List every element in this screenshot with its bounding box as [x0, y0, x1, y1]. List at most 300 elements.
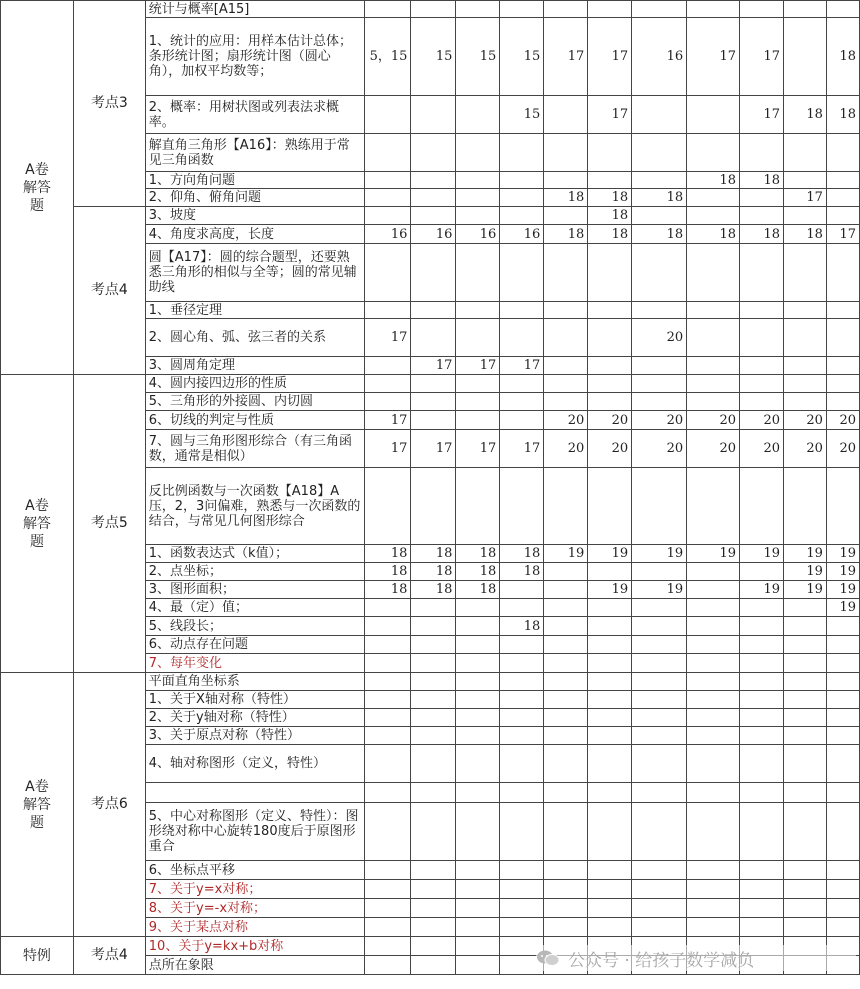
- value-cell: [365, 956, 411, 975]
- value-cell: [411, 691, 456, 709]
- value-cell: 17: [687, 18, 740, 96]
- value-cell: [456, 937, 500, 956]
- value-cell: [544, 636, 588, 654]
- value-cell: [456, 956, 500, 975]
- value-cell: [740, 803, 784, 861]
- value-cell: [365, 134, 411, 172]
- value-cell: [456, 899, 500, 918]
- value-cell: [544, 727, 588, 745]
- value-cell: 17: [500, 430, 544, 468]
- value-cell: [632, 375, 687, 393]
- value-cell: [411, 918, 456, 937]
- value-cell: [456, 636, 500, 654]
- topic-cell: 6、切线的判定与性质: [145, 411, 365, 430]
- topic-cell: 3、圆周角定理: [145, 357, 365, 375]
- value-cell: [588, 709, 632, 727]
- value-cell: [740, 207, 784, 225]
- value-cell: [632, 563, 687, 581]
- section-label: A卷 解答 题: [1, 673, 74, 937]
- value-cell: [826, 244, 859, 302]
- value-cell: [456, 861, 500, 880]
- value-cell: [687, 654, 740, 673]
- value-cell: [826, 709, 859, 727]
- value-cell: 19: [588, 581, 632, 599]
- value-cell: [500, 1, 544, 18]
- value-cell: [687, 468, 740, 545]
- value-cell: [784, 375, 827, 393]
- topic-cell: 3、关于原点对称（特性）: [145, 727, 365, 745]
- value-cell: [687, 563, 740, 581]
- value-cell: 15: [500, 18, 544, 96]
- topic-cell: 1、方向角问题: [145, 172, 365, 189]
- value-cell: [784, 880, 827, 899]
- value-cell: 18: [500, 617, 544, 636]
- value-cell: [632, 918, 687, 937]
- value-cell: [365, 709, 411, 727]
- topic-cell: 6、动点存在问题: [145, 636, 365, 654]
- value-cell: [411, 302, 456, 319]
- value-cell: [740, 393, 784, 411]
- value-cell: 20: [687, 411, 740, 430]
- value-cell: [544, 899, 588, 918]
- value-cell: [456, 691, 500, 709]
- value-cell: [411, 899, 456, 918]
- value-cell: [544, 581, 588, 599]
- value-cell: [826, 918, 859, 937]
- value-cell: [588, 319, 632, 357]
- topic-cell: 8、关于y=-x对称；: [145, 899, 365, 918]
- value-cell: [784, 783, 827, 803]
- value-cell: [588, 134, 632, 172]
- value-cell: [500, 375, 544, 393]
- value-cell: 18: [826, 96, 859, 134]
- value-cell: [784, 319, 827, 357]
- value-cell: [826, 654, 859, 673]
- topic-cell: 反比例函数与一次函数【A18】A压，2，3问偏难，熟悉与一次函数的结合，与常见几何图形综合: [145, 468, 365, 545]
- value-cell: [687, 691, 740, 709]
- value-cell: [826, 727, 859, 745]
- value-cell: [456, 244, 500, 302]
- value-cell: [784, 636, 827, 654]
- value-cell: [687, 96, 740, 134]
- value-cell: [411, 727, 456, 745]
- value-cell: [740, 673, 784, 691]
- value-cell: [826, 357, 859, 375]
- value-cell: [411, 654, 456, 673]
- value-cell: 19: [784, 581, 827, 599]
- value-cell: [687, 861, 740, 880]
- value-cell: [826, 189, 859, 207]
- value-cell: [500, 803, 544, 861]
- value-cell: 19: [784, 545, 827, 563]
- section-label: 特例: [1, 937, 74, 975]
- value-cell: [544, 861, 588, 880]
- value-cell: 19: [826, 599, 859, 617]
- value-cell: 17: [500, 357, 544, 375]
- value-cell: 16: [500, 225, 544, 244]
- value-cell: [632, 709, 687, 727]
- table-row: [1, 375, 860, 393]
- value-cell: 18: [411, 563, 456, 581]
- value-cell: [365, 636, 411, 654]
- topic-cell: 7、每年变化: [145, 654, 365, 673]
- value-cell: [456, 783, 500, 803]
- kaodian-label: 考点5: [73, 375, 145, 673]
- value-cell: [500, 302, 544, 319]
- value-cell: [588, 393, 632, 411]
- value-cell: [826, 636, 859, 654]
- section-label: A卷 解答 题: [1, 375, 74, 673]
- value-cell: [632, 654, 687, 673]
- value-cell: 17: [456, 430, 500, 468]
- value-cell: [632, 783, 687, 803]
- value-cell: [500, 189, 544, 207]
- value-cell: 16: [365, 225, 411, 244]
- value-cell: [411, 319, 456, 357]
- value-cell: [784, 244, 827, 302]
- value-cell: [365, 880, 411, 899]
- value-cell: 19: [826, 563, 859, 581]
- value-cell: [687, 783, 740, 803]
- value-cell: [456, 709, 500, 727]
- value-cell: 18: [740, 225, 784, 244]
- topic-cell: 2、关于y轴对称（特性）: [145, 709, 365, 727]
- value-cell: [632, 636, 687, 654]
- value-cell: [500, 599, 544, 617]
- value-cell: [500, 709, 544, 727]
- value-cell: [632, 393, 687, 411]
- section-label: A卷 解答 题: [1, 1, 74, 375]
- value-cell: [500, 244, 544, 302]
- value-cell: [456, 727, 500, 745]
- value-cell: [784, 861, 827, 880]
- value-cell: [500, 411, 544, 430]
- value-cell: 19: [740, 545, 784, 563]
- topic-cell: 点所在象限: [145, 956, 365, 975]
- value-cell: [500, 468, 544, 545]
- topic-cell: 解直角三角形【A16】：熟练用于常见三角函数: [145, 134, 365, 172]
- value-cell: [784, 302, 827, 319]
- value-cell: [411, 636, 456, 654]
- value-cell: [588, 617, 632, 636]
- value-cell: [500, 918, 544, 937]
- value-cell: [500, 134, 544, 172]
- value-cell: [632, 244, 687, 302]
- value-cell: [632, 357, 687, 375]
- value-cell: [456, 673, 500, 691]
- value-cell: [544, 302, 588, 319]
- value-cell: [365, 937, 411, 956]
- value-cell: [687, 709, 740, 727]
- value-cell: [826, 783, 859, 803]
- value-cell: [687, 581, 740, 599]
- value-cell: 17: [365, 430, 411, 468]
- value-cell: [687, 745, 740, 783]
- value-cell: [456, 411, 500, 430]
- value-cell: [588, 468, 632, 545]
- value-cell: 18: [784, 96, 827, 134]
- value-cell: [365, 207, 411, 225]
- value-cell: 20: [544, 430, 588, 468]
- value-cell: [784, 803, 827, 861]
- topic-cell: 统计与概率[A15]: [145, 1, 365, 18]
- value-cell: [365, 244, 411, 302]
- value-cell: [456, 654, 500, 673]
- value-cell: 18: [826, 18, 859, 96]
- value-cell: [544, 709, 588, 727]
- value-cell: [740, 727, 784, 745]
- value-cell: 20: [784, 430, 827, 468]
- value-cell: [740, 134, 784, 172]
- value-cell: [687, 375, 740, 393]
- value-cell: [632, 468, 687, 545]
- value-cell: [687, 189, 740, 207]
- value-cell: [740, 861, 784, 880]
- value-cell: [411, 745, 456, 783]
- value-cell: [365, 189, 411, 207]
- value-cell: [784, 691, 827, 709]
- value-cell: [826, 861, 859, 880]
- value-cell: [740, 636, 784, 654]
- value-cell: [500, 745, 544, 783]
- value-cell: [687, 599, 740, 617]
- topic-cell: 5、线段长；: [145, 617, 365, 636]
- value-cell: 18: [784, 225, 827, 244]
- value-cell: [365, 803, 411, 861]
- value-cell: 18: [588, 207, 632, 225]
- value-cell: [544, 134, 588, 172]
- value-cell: 20: [826, 430, 859, 468]
- value-cell: [456, 1, 500, 18]
- value-cell: [632, 599, 687, 617]
- value-cell: [784, 172, 827, 189]
- value-cell: [740, 617, 784, 636]
- value-cell: [544, 468, 588, 545]
- topic-cell: 10、关于y=kx+b对称: [145, 937, 365, 956]
- value-cell: [544, 319, 588, 357]
- value-cell: [632, 880, 687, 899]
- kaodian-label: 考点3: [73, 1, 145, 207]
- value-cell: [740, 918, 784, 937]
- value-cell: [411, 134, 456, 172]
- value-cell: [826, 1, 859, 18]
- value-cell: [687, 899, 740, 918]
- value-cell: [411, 244, 456, 302]
- topic-cell: 7、圆与三角形图形综合（有三角函数，通常是相似）: [145, 430, 365, 468]
- value-cell: [411, 411, 456, 430]
- value-cell: [826, 803, 859, 861]
- value-cell: [687, 636, 740, 654]
- value-cell: [500, 207, 544, 225]
- value-cell: 18: [365, 581, 411, 599]
- value-cell: [500, 691, 544, 709]
- value-cell: [365, 375, 411, 393]
- value-cell: [740, 880, 784, 899]
- kaodian-label: 考点6: [73, 673, 145, 937]
- value-cell: [687, 803, 740, 861]
- value-cell: [544, 96, 588, 134]
- value-cell: [544, 654, 588, 673]
- topic-cell: 5、中心对称图形（定义、特性）：图形绕对称中心旋转180度后于原图形重合: [145, 803, 365, 861]
- value-cell: 17: [784, 189, 827, 207]
- value-cell: [456, 803, 500, 861]
- value-cell: [500, 899, 544, 918]
- topic-cell: 4、圆内接四边形的性质: [145, 375, 365, 393]
- value-cell: [365, 599, 411, 617]
- value-cell: 18: [500, 563, 544, 581]
- value-cell: [632, 899, 687, 918]
- value-cell: [500, 581, 544, 599]
- value-cell: [740, 375, 784, 393]
- value-cell: [826, 899, 859, 918]
- value-cell: 17: [456, 357, 500, 375]
- value-cell: [740, 709, 784, 727]
- value-cell: 15: [500, 96, 544, 134]
- value-cell: [365, 727, 411, 745]
- value-cell: [784, 918, 827, 937]
- value-cell: [740, 468, 784, 545]
- value-cell: [500, 172, 544, 189]
- table-row: [1, 1, 860, 18]
- value-cell: [411, 599, 456, 617]
- value-cell: 17: [740, 18, 784, 96]
- value-cell: 16: [411, 225, 456, 244]
- value-cell: [740, 189, 784, 207]
- value-cell: [456, 375, 500, 393]
- value-cell: 16: [456, 225, 500, 244]
- value-cell: 19: [784, 563, 827, 581]
- value-cell: [411, 617, 456, 636]
- topic-cell: 9、关于某点对称: [145, 918, 365, 937]
- value-cell: 5，15: [365, 18, 411, 96]
- value-cell: [544, 617, 588, 636]
- value-cell: [544, 357, 588, 375]
- value-cell: [411, 880, 456, 899]
- value-cell: 17: [588, 96, 632, 134]
- value-cell: [411, 189, 456, 207]
- value-cell: [784, 393, 827, 411]
- value-cell: 20: [632, 411, 687, 430]
- value-cell: [588, 563, 632, 581]
- value-cell: [500, 636, 544, 654]
- value-cell: [632, 617, 687, 636]
- value-cell: [687, 319, 740, 357]
- value-cell: [740, 319, 784, 357]
- value-cell: [687, 207, 740, 225]
- value-cell: [544, 207, 588, 225]
- value-cell: 20: [632, 430, 687, 468]
- value-cell: [456, 134, 500, 172]
- value-cell: [544, 880, 588, 899]
- value-cell: [544, 918, 588, 937]
- value-cell: [365, 673, 411, 691]
- topic-cell: 4、轴对称图形（定义，特性）: [145, 745, 365, 783]
- value-cell: [365, 899, 411, 918]
- value-cell: 18: [500, 545, 544, 563]
- value-cell: 20: [687, 430, 740, 468]
- value-cell: [411, 468, 456, 545]
- value-cell: [687, 134, 740, 172]
- value-cell: [411, 375, 456, 393]
- value-cell: 20: [588, 430, 632, 468]
- value-cell: 19: [632, 581, 687, 599]
- table-row: [1, 673, 860, 691]
- value-cell: 20: [544, 411, 588, 430]
- value-cell: [784, 673, 827, 691]
- value-cell: 17: [826, 225, 859, 244]
- value-cell: [500, 783, 544, 803]
- value-cell: 19: [588, 545, 632, 563]
- value-cell: 20: [826, 411, 859, 430]
- value-cell: [826, 302, 859, 319]
- value-cell: [784, 654, 827, 673]
- value-cell: [826, 691, 859, 709]
- value-cell: [784, 745, 827, 783]
- value-cell: 18: [456, 581, 500, 599]
- value-cell: [365, 745, 411, 783]
- value-cell: [500, 673, 544, 691]
- value-cell: 18: [365, 545, 411, 563]
- value-cell: [588, 783, 632, 803]
- topic-cell: [145, 783, 365, 803]
- value-cell: [365, 172, 411, 189]
- kaodian-label: 考点4: [73, 937, 145, 975]
- value-cell: [411, 207, 456, 225]
- value-cell: 18: [411, 545, 456, 563]
- value-cell: [544, 599, 588, 617]
- value-cell: [544, 745, 588, 783]
- value-cell: [411, 709, 456, 727]
- value-cell: [740, 357, 784, 375]
- value-cell: [456, 302, 500, 319]
- value-cell: [588, 654, 632, 673]
- value-cell: [365, 96, 411, 134]
- value-cell: [588, 691, 632, 709]
- value-cell: [544, 244, 588, 302]
- value-cell: [784, 357, 827, 375]
- value-cell: [365, 1, 411, 18]
- value-cell: [740, 599, 784, 617]
- value-cell: [500, 861, 544, 880]
- value-cell: [456, 319, 500, 357]
- value-cell: 18: [411, 581, 456, 599]
- topic-cell: 1、垂径定理: [145, 302, 365, 319]
- topic-cell: 3、图形面积；: [145, 581, 365, 599]
- value-cell: [740, 1, 784, 18]
- value-cell: 19: [826, 545, 859, 563]
- value-cell: 20: [740, 430, 784, 468]
- value-cell: [588, 727, 632, 745]
- value-cell: 17: [544, 18, 588, 96]
- value-cell: [687, 302, 740, 319]
- value-cell: [365, 783, 411, 803]
- value-cell: [784, 899, 827, 918]
- value-cell: [456, 468, 500, 545]
- value-cell: [784, 468, 827, 545]
- value-cell: [544, 172, 588, 189]
- value-cell: [740, 745, 784, 783]
- value-cell: [784, 617, 827, 636]
- value-cell: [588, 861, 632, 880]
- value-cell: [826, 207, 859, 225]
- value-cell: 17: [365, 411, 411, 430]
- value-cell: [456, 918, 500, 937]
- topic-cell: 2、点坐标；: [145, 563, 365, 581]
- value-cell: [784, 18, 827, 96]
- topic-cell: 4、最（定）值；: [145, 599, 365, 617]
- value-cell: [826, 745, 859, 783]
- value-cell: [588, 673, 632, 691]
